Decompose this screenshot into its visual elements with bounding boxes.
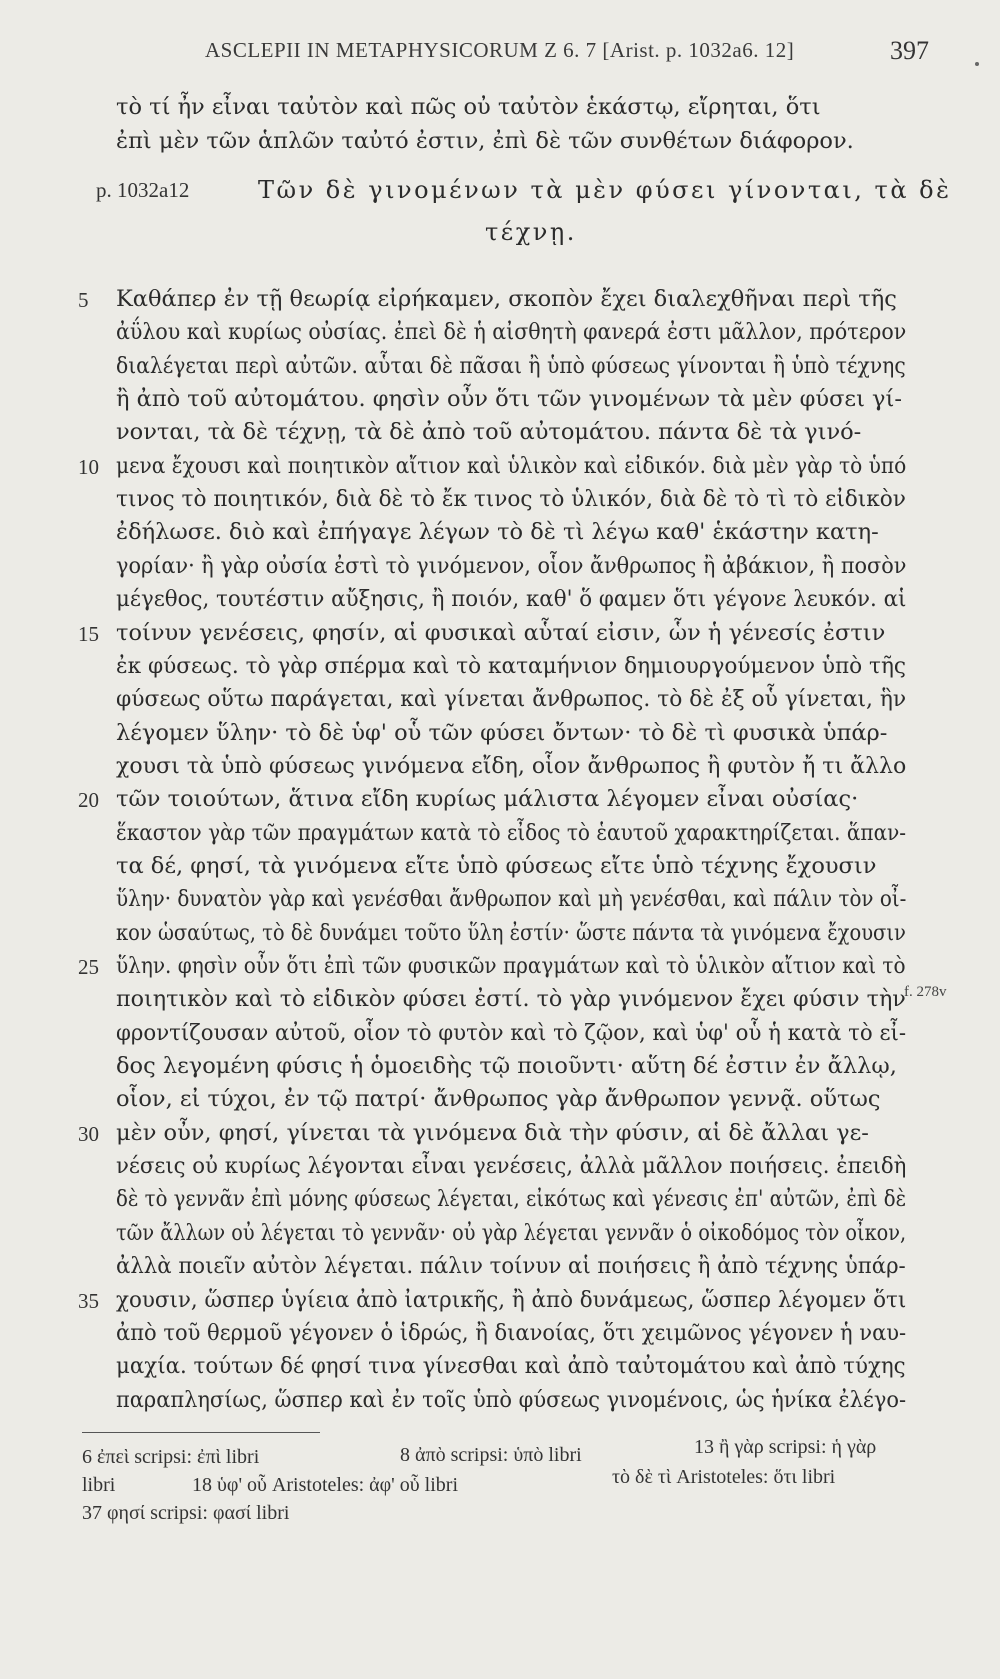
commentary-line: ἐδήλωσε. διὸ καὶ ἐπήγαγε λέγων τὸ δὲ τὶ λέγω καθ' ἑκάστην κατη- — [116, 519, 879, 545]
lemma-reference: p. 1032a12 — [96, 178, 190, 202]
commentary-line: μενα ἔχουσι καὶ ποιητικὸν αἴτιον καὶ ὑλικὸν καὶ εἰδικόν. διὰ μὲν γὰρ τὸ ὑπό — [116, 453, 907, 479]
footnote: libri — [82, 1474, 116, 1496]
lemma-text-continued: τέχνῃ. — [485, 218, 577, 246]
commentary-line: μαχία. τούτων δέ φησί τινα γίνεσθαι καὶ ἀπὸ ταὐτομάτου καὶ ἀπὸ τύχης — [116, 1353, 906, 1379]
commentary-line: φροντίζουσαν αὐτοῦ, οἷον τὸ φυτὸν καὶ τὸ ζῷον, καὶ ὑφ' οὗ ἡ κατὰ τὸ εἶ- — [116, 1020, 907, 1046]
commentary-line: ἕκαστον γὰρ τῶν πραγμάτων κατὰ τὸ εἶδος τὸ ἑαυτοῦ χαρακτηρίζεται. ἅπαν- — [116, 820, 907, 846]
margin-folio-reference: f. 278v — [904, 984, 947, 1000]
commentary-line: φύσεως οὕτω παράγεται, καὶ γίνεται ἄνθρωπος. τὸ δὲ ἐξ οὗ γίνεται, ἣν — [116, 686, 907, 712]
commentary-line: νέσεις οὐ κυρίως λέγονται εἶναι γενέσεις, ἀλλὰ μᾶλλον ποιήσεις. ἐπειδὴ — [116, 1153, 907, 1179]
commentary-line: ποιητικὸν καὶ τὸ εἰδικὸν φύσει ἐστί. τὸ γὰρ γινόμενον ἔχει φύσιν τὴν — [116, 986, 906, 1012]
line-number: 35 — [78, 1289, 99, 1313]
commentary-line: τινος τὸ ποιητικόν, διὰ δὲ τὸ ἔκ τινος τὸ ὑλικόν, διὰ δὲ τὸ τὶ τὸ εἰδικὸν — [116, 486, 906, 512]
footnote: 8 ἀπὸ scripsi: ὑπὸ libri — [400, 1444, 582, 1466]
line-number: 25 — [78, 955, 99, 979]
line-number: 5 — [78, 288, 89, 312]
commentary-line: μέγεθος, τουτέστιν αὔξησις, ἢ ποιόν, καθ' ὅ φαμεν ὅτι γέγονε λευκόν. αἱ — [116, 586, 907, 612]
commentary-line: χουσι τὰ ὑπὸ φύσεως γινόμενα εἴδη, οἷον ἄνθρωπος ἢ φυτὸν ἤ τι ἄλλο — [116, 753, 907, 779]
commentary-line: νονται, τὰ δὲ τέχνῃ, τὰ δὲ ἀπὸ τοῦ αὐτομάτου. πάντα δὲ τὰ γινό- — [116, 419, 862, 445]
footnote: 37 φησί scripsi: φασί libri — [82, 1502, 290, 1524]
commentary-line: ἢ ἀπὸ τοῦ αὐτομάτου. φησὶν οὖν ὅτι τῶν γινομένων τὰ μὲν φύσει γί- — [116, 386, 902, 412]
intro-line: τὸ τί ἦν εἶναι ταὐτὸν καὶ πῶς οὐ ταὐτὸν ἑκάστῳ, εἴρηται, ὅτι — [116, 94, 821, 120]
line-number: 15 — [78, 622, 99, 646]
commentary-line: τα δέ, φησί, τὰ γινόμενα εἴτε ὑπὸ φύσεως εἴτε ὑπὸ τέχνης ἔχουσιν — [116, 853, 877, 879]
commentary-line: τοίνυν γενέσεις, φησίν, αἱ φυσικαὶ αὗταί εἰσιν, ὧν ἡ γένεσίς ἐστιν — [116, 620, 886, 646]
commentary-line: ἐκ φύσεως. τὸ γὰρ σπέρμα καὶ τὸ καταμήνιον δημιουργούμενον ὑπὸ τῆς — [116, 653, 907, 679]
commentary-line: γορίαν· ἢ γὰρ οὐσία ἐστὶ τὸ γινόμενον, οἷον ἄνθρωπος ἢ ἀβάκιον, ἢ ποσὸν — [116, 553, 907, 579]
intro-line: ἐπὶ μὲν τῶν ἁπλῶν ταὐτό ἐστιν, ἐπὶ δὲ τῶν συνθέτων διάφορον. — [116, 128, 854, 154]
commentary-line: τῶν ἄλλων οὐ λέγεται τὸ γεννᾶν· οὐ γὰρ λέγεται γεννᾶν ὁ οἰκοδόμος τὸν οἶκον, — [116, 1220, 907, 1246]
line-number: 30 — [78, 1122, 99, 1146]
commentary-line: παραπλησίως, ὥσπερ καὶ ἐν τοῖς ὑπὸ φύσεως γινομένοις, ὡς ἡνίκα ἐλέγο- — [116, 1387, 907, 1413]
commentary-line: δὲ τὸ γεννᾶν ἐπὶ μόνης φύσεως λέγεται, εἰκότως καὶ γένεσις ἐπ' αὐτῶν, ἐπὶ δὲ — [116, 1186, 907, 1212]
line-number: 10 — [78, 455, 99, 479]
commentary-line: ἀπὸ τοῦ θερμοῦ γέγονεν ὁ ἱδρώς, ἢ διανοίας, ὅτι χειμῶνος γέγονεν ἡ ναυ- — [116, 1320, 907, 1346]
commentary-line: Καθάπερ ἐν τῇ θεωρίᾳ εἰρήκαμεν, σκοπὸν ἔχει διαλεχθῆναι περὶ τῆς — [116, 286, 897, 312]
footnote: τὸ δὲ τὶ Aristoteles: ὅτι libri — [612, 1466, 836, 1488]
commentary-line: οἷον, εἰ τύχοι, ἐν τῷ πατρί· ἄνθρωπος γὰρ ἄνθρωπον γεννᾷ. οὕτως — [116, 1086, 881, 1112]
running-title: ASCLEPII IN METAPHYSICORUM Z 6. 7 [Arist. p. 1032a6. 12] — [205, 38, 795, 62]
footnote: 6 ἐπεὶ scripsi: ἐπὶ libri — [82, 1446, 260, 1468]
commentary-line: ἀΰλου καὶ κυρίως οὐσίας. ἐπεὶ δὲ ἡ αἰσθητὴ φανερά ἐστι μᾶλλον, πρότερον — [116, 319, 907, 345]
commentary-line: μὲν οὖν, φησί, γίνεται τὰ γινόμενα διὰ τὴν φύσιν, αἱ δὲ ἄλλαι γε- — [116, 1120, 869, 1146]
page-number: 397 — [890, 36, 929, 65]
footnote: 13 ἢ γὰρ scripsi: ἡ γὰρ — [694, 1436, 877, 1458]
commentary-line: ὕλην· δυνατὸν γὰρ καὶ γενέσθαι ἄνθρωπον καὶ μὴ γενέσθαι, καὶ πάλιν τὸν οἶ- — [116, 886, 907, 912]
footnote: 18 ὑφ' οὗ Aristoteles: ἀφ' οὗ libri — [192, 1474, 459, 1496]
footnote-rule — [82, 1432, 320, 1433]
lemma-text: Τῶν δὲ γινομένων τὰ μὲν φύσει γίνονται, τὰ δὲ — [258, 176, 952, 204]
running-head — [0, 34, 1000, 74]
commentary-line: τῶν τοιούτων, ἅτινα εἴδη κυρίως μάλιστα λέγομεν εἶναι οὐσίας· — [116, 786, 859, 812]
commentary-line: διαλέγεται περὶ αὐτῶν. αὗται δὲ πᾶσαι ἢ ὑπὸ φύσεως γίνονται ἢ ὑπὸ τέχνης — [116, 353, 906, 379]
commentary-line: χουσιν, ὥσπερ ὑγίεια ἀπὸ ἰατρικῆς, ἢ ἀπὸ δυνάμεως, ὥσπερ λέγομεν ὅτι — [116, 1287, 907, 1313]
commentary-line: λέγομεν ὕλην· τὸ δὲ ὑφ' οὗ τῶν φύσει ὄντων· τὸ δὲ τὶ φυσικὰ ὑπάρ- — [116, 720, 888, 746]
commentary-line: ἀλλὰ ποιεῖν αὐτὸν λέγεται. πάλιν τοίνυν αἱ ποιήσεις ἢ ἀπὸ τέχνης ὑπάρ- — [116, 1253, 906, 1279]
commentary-line: κον ὡσαύτως, τὸ δὲ δυνάμει τοῦτο ὕλη ἐστίν· ὥστε πάντα τὰ γινόμενα ἔχουσιν — [116, 920, 906, 946]
commentary-line: ὕλην. φησὶν οὖν ὅτι ἐπὶ τῶν φυσικῶν πραγμάτων καὶ τὸ ὑλικὸν αἴτιον καὶ τὸ — [116, 953, 906, 979]
commentary-line: δος λεγομένη φύσις ἡ ὁμοειδὴς τῷ ποιοῦντι· αὕτη δέ ἐστιν ἐν ἄλλῳ, — [116, 1053, 897, 1079]
line-number: 20 — [78, 788, 99, 812]
